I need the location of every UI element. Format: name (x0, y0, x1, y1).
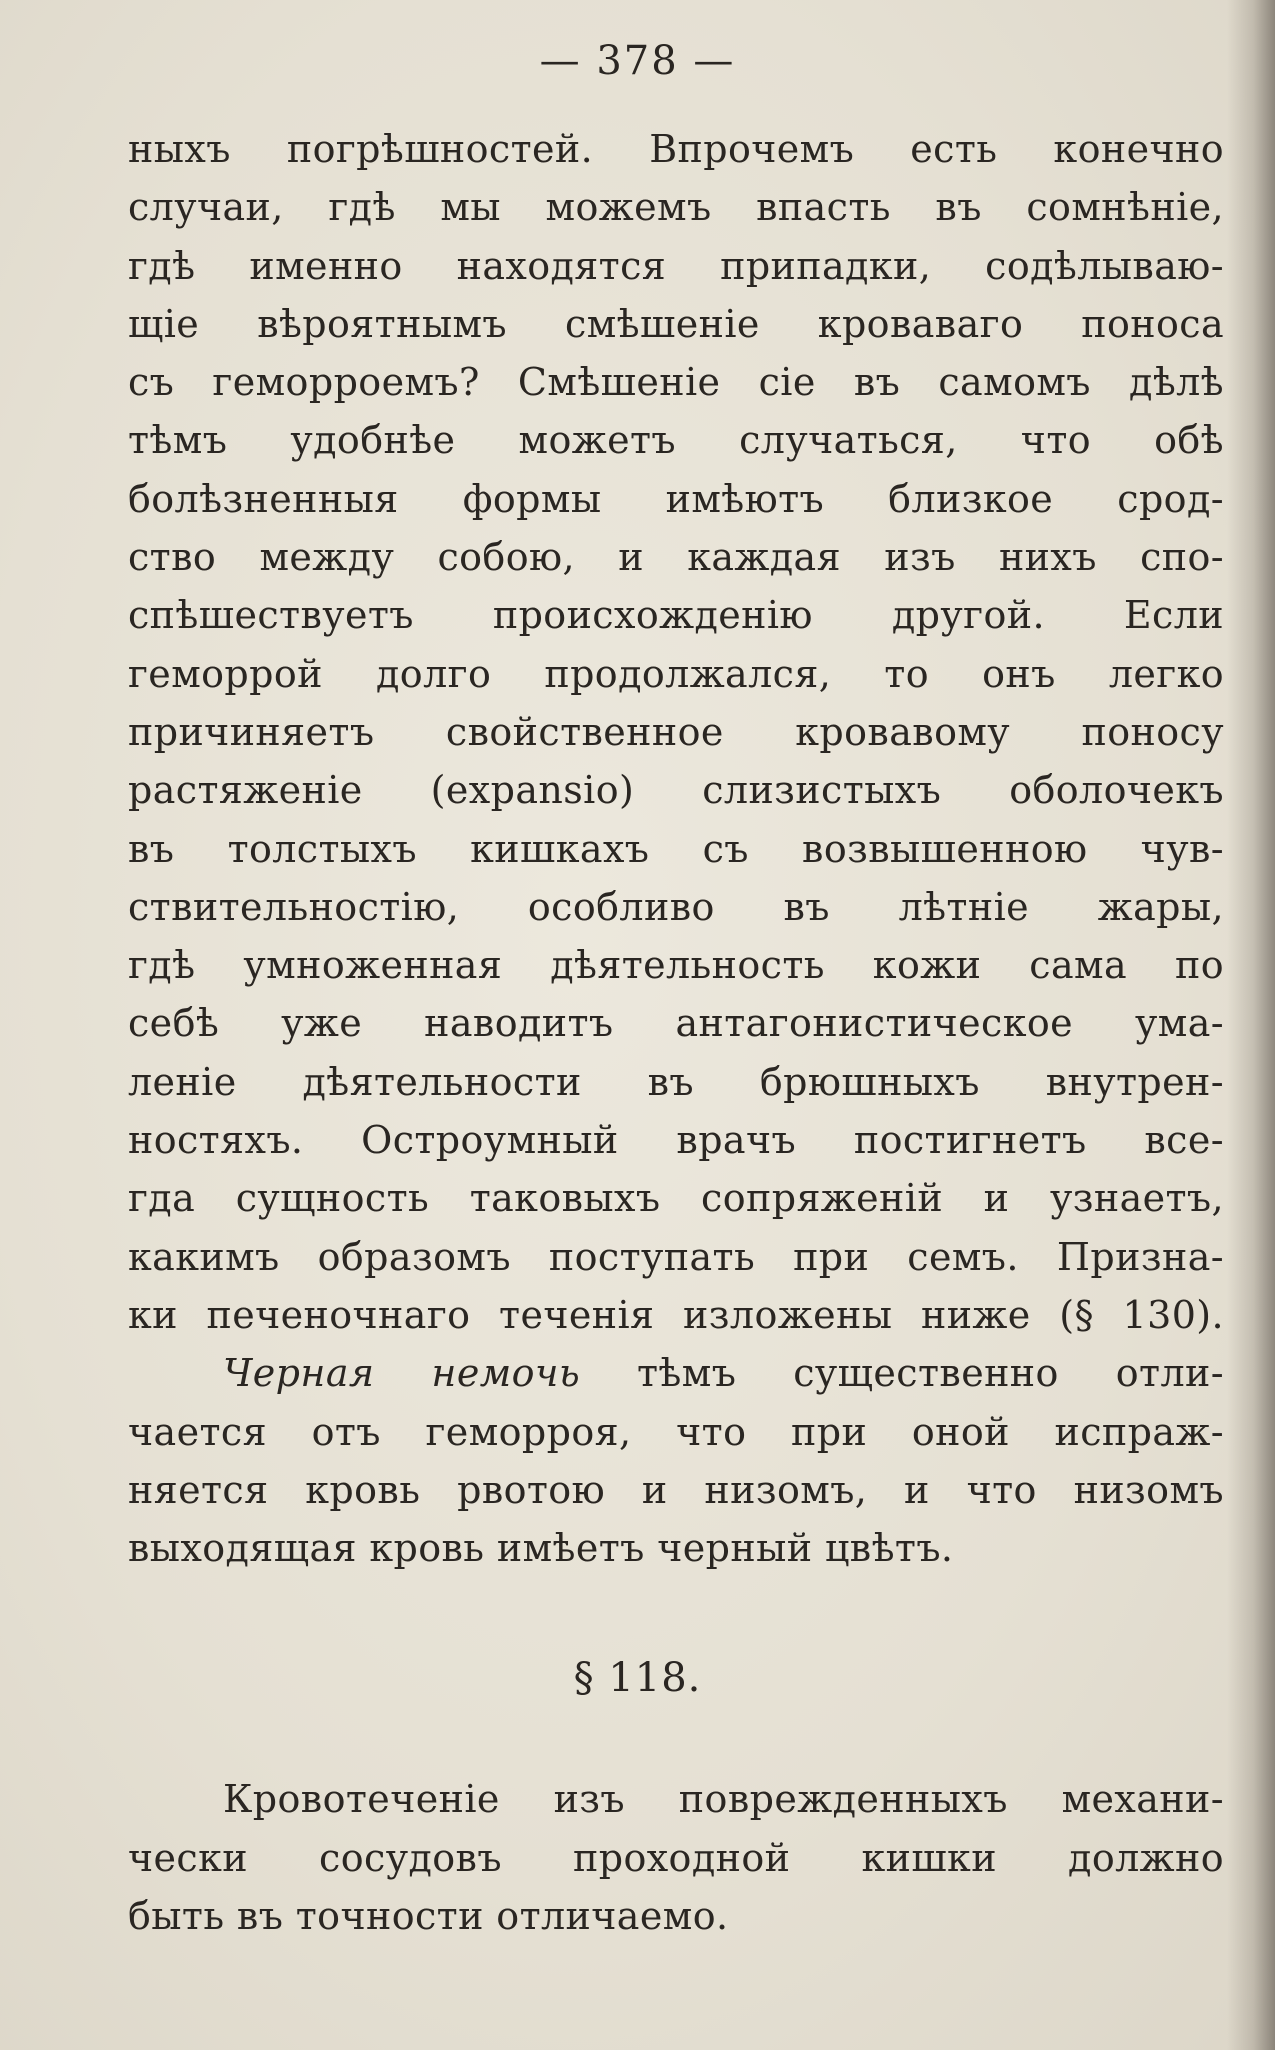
text-line: гда сущность таковыхъ сопряженій и узнаетъ, (128, 1176, 1224, 1221)
text-line: какимъ образомъ поступать при семъ. Призна- (128, 1234, 1224, 1279)
text-line: въ толстыхъ кишкахъ съ возвышенною чув- (128, 826, 1224, 871)
text-line: причиняетъ свойственное кровавому поносу (128, 709, 1224, 754)
italic-term: Черная немочь (223, 1351, 581, 1396)
main-text (128, 120, 1224, 1577)
text-fragment: тѣмъ существенно отли- (580, 1351, 1224, 1396)
text-line: гдѣ именно находятся припадки, содѣлываю- (128, 243, 1224, 288)
text-line: гдѣ умноженная дѣятельность кожи сама по (128, 943, 1224, 988)
section-heading: § 118. (573, 1655, 702, 1701)
spine-shadow (1227, 0, 1275, 2050)
text-line: геморрой долго продолжался, то онъ легко (128, 651, 1224, 696)
text-line: себѣ уже наводитъ антагонистическое ума- (128, 1001, 1224, 1046)
text-line: ки печеночнаго теченія изложены ниже (§ 130). (128, 1292, 1224, 1337)
text-line: случаи, гдѣ мы можемъ впасть въ сомнѣніе, (128, 185, 1224, 230)
text-line: няется кровь рвотою и низомъ, и что низомъ (128, 1467, 1224, 1512)
text-line: Кровотеченіе изъ поврежденныхъ механи- (223, 1777, 1224, 1821)
text-line: ностяхъ. Остроумный врачъ постигнетъ все- (128, 1118, 1224, 1163)
text-line: ныхъ погрѣшностей. Впрочемъ есть конечно (128, 127, 1224, 171)
text-line: растяженіе (expansio) слизистыхъ оболочекъ (128, 768, 1224, 813)
text-line: тѣмъ удобнѣе можетъ случаться, что обѣ (128, 418, 1224, 463)
text-line: быть въ точности отличаемо. (128, 1894, 729, 1938)
text-line: щіе вѣроятнымъ смѣшеніе кроваваго поноса (128, 301, 1224, 346)
text-line: болѣзненныя формы имѣютъ близкое срод- (128, 476, 1224, 521)
paragraph-first-line (128, 1344, 1224, 1402)
section-text (128, 1770, 1224, 1946)
text-line: ствительностію, особливо въ лѣтніе жары, (128, 884, 1224, 929)
page-number: — 378 — (539, 38, 736, 84)
text-line: спѣшествуетъ происхожденію другой. Если (128, 593, 1224, 638)
text-line: съ геморроемъ? Смѣшеніе сіе въ самомъ дѣлѣ (128, 360, 1224, 405)
text-line: леніе дѣятельности въ брюшныхъ внутрен- (128, 1059, 1224, 1104)
text-line: чается отъ геморроя, что при оной испраж- (128, 1409, 1224, 1454)
text-line: чески сосудовъ проходной кишки должно (128, 1835, 1224, 1880)
text-line: ство между собою, и каждая изъ нихъ спо- (128, 535, 1224, 580)
text-line: выходящая кровь имѣетъ черный цвѣтъ. (128, 1526, 954, 1571)
